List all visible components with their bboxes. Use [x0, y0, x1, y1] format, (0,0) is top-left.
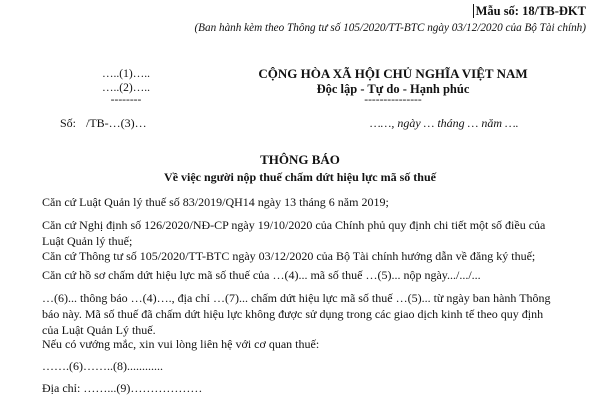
- contact-intro: Nếu có vướng mắc, xin vui lòng liên hệ với cơ quan thuế:: [42, 337, 320, 351]
- document-subtitle: Về việc người nộp thuế chấm dứt hiệu lực mã số thuế: [164, 170, 436, 184]
- document-title: THÔNG BÁO: [260, 152, 340, 167]
- left-divider: --------: [110, 94, 142, 106]
- document-number: /TB-…(3)…: [86, 116, 147, 130]
- legal-basis-circular: Căn cứ Thông tư số 105/2020/TT-BTC ngày 03/12/2020 của Bộ Tài chính hướng dẫn về đăng ký thuế;: [42, 249, 536, 263]
- tax-authority-line-2: …..(2)…..: [102, 82, 150, 94]
- form-number: Mẫu số: 18/TB-ĐKT: [473, 4, 586, 19]
- legal-basis-dossier: Căn cứ hồ sơ chấm dứt hiệu lực mã số thuế của …(4)... mã số thuế …(5)... nộp ngày.../.../...: [42, 268, 481, 282]
- contact-address: Địa chỉ: ……...(9)………………: [42, 381, 203, 395]
- place-and-date: ……, ngày … tháng … năm ….: [370, 116, 519, 130]
- contact-authority: …….(6)……..(8)............: [42, 359, 163, 373]
- notice-content: …(6)... thông báo …(4)…., địa chỉ …(7)... chấm dứt hiệu lực mã số thuế …(5)... từ ngày ban hành Thông báo này. Mã số thuế đã chấm dứt hiệu lực không được sử dụng trong các giao dịch kinh tế theo quy định của Luật Quản Lý thuế.: [42, 291, 551, 337]
- national-title: CỘNG HÒA XÃ HỘI CHỦ NGHĨA VIỆT NAM: [258, 66, 528, 81]
- document-number-label: Số:: [60, 116, 77, 130]
- issue-note: (Ban hành kèm theo Thông tư số 105/2020/TT-BTC ngày 03/12/2020 của Bộ Tài chính): [194, 22, 586, 34]
- legal-basis-decree: Căn cứ Nghị định số 126/2020/NĐ-CP ngày 19/10/2020 của Chính phủ quy định chi tiết một số điều của Luật Quản lý thuế;: [42, 218, 546, 248]
- national-motto: Độc lập - Tự do - Hạnh phúc: [316, 82, 470, 96]
- tax-authority-line-1: …..(1)…..: [102, 68, 150, 80]
- legal-basis-law: Căn cứ Luật Quản lý thuế số 83/2019/QH14 ngày 13 tháng 6 năm 2019;: [42, 195, 389, 209]
- right-divider: ---------------: [364, 94, 422, 106]
